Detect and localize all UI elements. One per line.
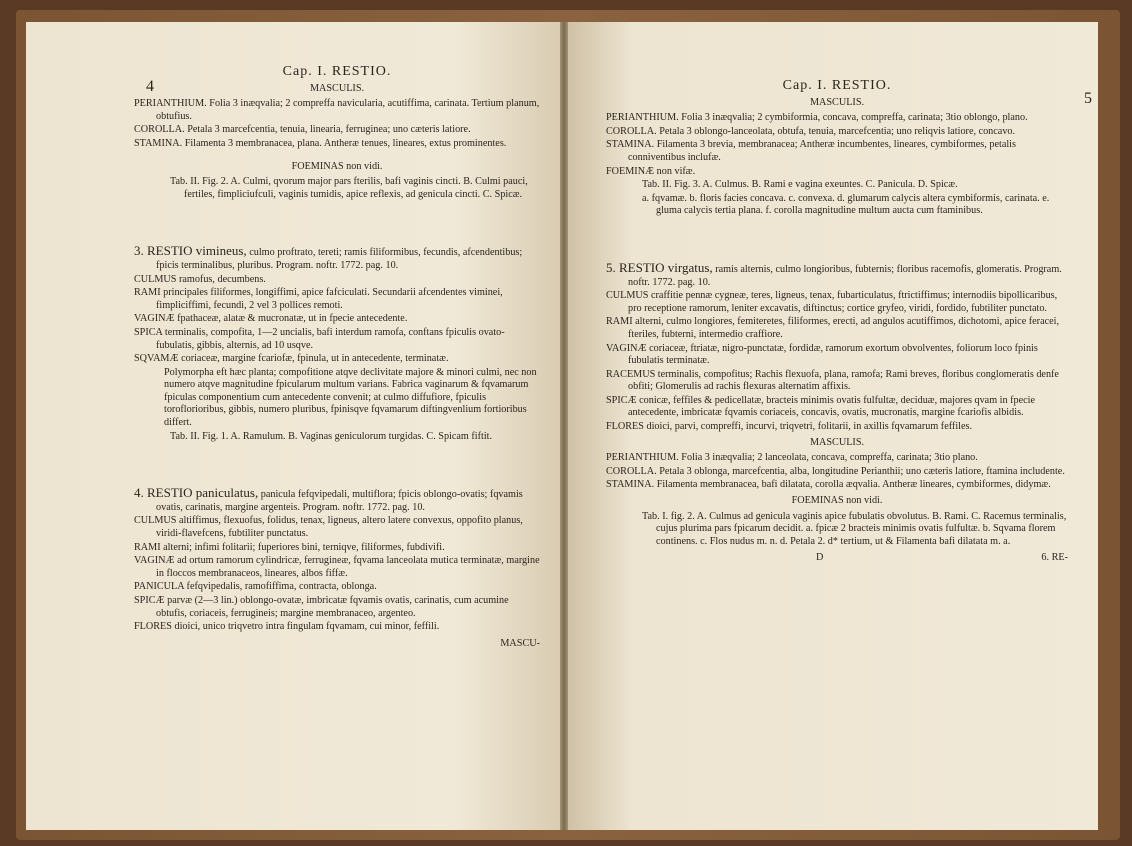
description-line: RAMI principales filiformes, longiffimi, apice fafciculati. Secundarii afcendentes viminei, fimpliciffimi, fecundi, 2 vel 3 pollices remoti.: [134, 287, 503, 311]
species-4-entry: [134, 487, 540, 514]
description-line: FLORES dioici, unico triqvetro intra fingulam fqvamam, cui minor, feffili.: [134, 621, 440, 633]
tab-figure-caption: Tab. II. Fig. 2. A. Culmi, qvorum major pars fterilis, bafi vaginis cincti. B. Culmi pauci, fertiles, fimpliciufculi, vaginis tumidis, apice reflexis, ad genicula cincti. C. Spicæ.: [170, 176, 528, 200]
description-line: VAGINÆ ad ortum ramorum cylindricæ, ferrugineæ, fqvama lanceolata mutica terminatæ, margine in floccos membranaceos, lineares, albos fiffæ.: [134, 555, 540, 579]
species-4-title: 4. RESTIO paniculatus,: [134, 485, 259, 501]
description-line: VAGINÆ coriaceæ, ftriatæ, nigro-punctatæ, fordidæ, ramorum exortum obvolventes, foliorum loco fpinis fubulatis terminatæ.: [606, 342, 1038, 367]
masculis-heading: MASCULIS.: [809, 436, 865, 448]
description-line: RAMI alterni, culmo longiores, femiteretes, filiformes, erecti, ad angulos acutiffimos, dichotomi, apice feracei, fteriles, fubterni, intermedio craffiore.: [606, 316, 1060, 340]
species-4-diagnosis: panicula fefqvipedali, multiflora; fpicis oblongo-ovatis; fqvamis ovatis, carinatis, margine argenteis. Program. noftr. 1772. pag. 10.: [156, 489, 523, 513]
right-page: [568, 22, 1098, 830]
description-line: CULMUS ramofus, decumbens.: [134, 273, 266, 285]
tab-figure-caption: Tab. II. Fig. 1. A. Ramulum. B. Vaginas geniculorum turgidas. C. Spicam fiftit.: [170, 430, 493, 442]
page-number-right: 5: [1084, 90, 1092, 107]
description-line: CULMUS craffitie pennæ cygneæ, teres, ligneus, tenax, fubarticulatus, ftrictiffimus; internodiis bipollicaribus, pro receptione ramorum, leniter excavatis, diftinctus; cortice gryfeo, viridi, fordido, fubtiliter punctato.: [606, 290, 1058, 314]
figure-legend: a. fqvamæ. b. floris facies concava. c. convexa. d. glumarum calycis altera cymbiformis, carinata. e. gluma calycis tertia plana. f. corolla magnitudine multum aucta cum ftaminibus.: [642, 192, 1050, 217]
stamina-line: STAMINA. Filamenta 3 membranacea, plana. Antheræ tenues, lineares, extus prominentes.: [134, 137, 507, 149]
corolla-line: COROLLA. Petala 3 oblongo-lanceolata, obtufa, tenuia, marcefcentia; uno reliqvis latiore, concavo.: [606, 125, 1016, 137]
running-head-left: Cap. I. RESTIO.: [282, 64, 392, 79]
stamina-line: STAMINA. Filamenta membranacea, bafi dilatata, corolla æqvalia. Antheræ lineares, cymbiformes, didymæ.: [606, 479, 1051, 491]
description-line: SPICÆ parvæ (2—3 lin.) oblongo-ovatæ, imbricatæ fqvamis ovatis, carinatis, cum acumine obtufis, coriaceis, ferrugineis; margine membranaceo, argenteo.: [134, 595, 509, 619]
description-line: PANICULA fefqvipedalis, ramofiffima, contracta, oblonga.: [134, 581, 377, 593]
description-line: FLORES dioici, parvi, compreffi, incurvi, triqvetri, folitarii, in axillis fqvamarum feffiles.: [606, 421, 973, 433]
tab-figure-caption: Tab. II. Fig. 3. A. Culmus. B. Rami e vagina exeuntes. C. Panicula. D. Spicæ.: [642, 179, 958, 191]
left-page: [26, 22, 560, 830]
stamina-line: STAMINA. Filamenta 3 brevia, membranacea; Antheræ incumbentes, lineares, cymbiformes, petalis conniventibus inclufæ.: [606, 139, 1016, 163]
masculis-heading: MASCULIS.: [309, 82, 365, 94]
species-5-title: 5. RESTIO virgatus,: [606, 259, 713, 275]
signature-mark: D: [816, 552, 824, 564]
page-number-left: 4: [146, 78, 154, 95]
species-3-entry: [134, 245, 540, 272]
perianthium-line: PERIANTHIUM. Folia 3 inæqvalia; 2 compreffa navicularia, acutiffima, carinata. Tertium planum, obtufius.: [134, 98, 540, 122]
species-3-remarks: Polymorpha eft hæc planta; compofitione atqve declivitate majore & minori culmi, nec non numero atqve magnitudine fpicularum multum varians. Fabrica vaginarum & fqvamarum fpiculas componentium cum antecedente convenit; at culmo diffufiore, fpiculis toroflorioribus, gibbis, numero pluribus, fpinisqve fqvamarum diftingvenlium fortioribus differt.: [164, 366, 537, 429]
description-line: SPICA terminalis, compofita, 1—2 uncialis, bafi interdum ramofa, conftans fpiculis ovato-fubulatis, gibbis, alternis, ad 10 usqve.: [134, 326, 505, 351]
running-head-right: Cap. I. RESTIO.: [782, 78, 892, 93]
species-3-title: 3. RESTIO vimineus,: [134, 243, 247, 259]
corolla-line: COROLLA. Petala 3 marcefcentia, tenuia, linearia, ferruginea; uno cæteris latiore.: [134, 124, 471, 136]
species-5-diagnosis: ramis alternis, culmo longioribus, fubternis; floribus racemofis, glomeratis. Program. noftr. 1772. pag. 10.: [628, 263, 1062, 288]
description-line: VAGINÆ fpathaceæ, alatæ & mucronatæ, ut in fpecie antecedente.: [134, 313, 408, 325]
species-3-diagnosis: culmo proftrato, tereti; ramis filiformibus, fecundis, afcendentibus; fpicis terminalibus, pluribus. Program. noftr. 1772. pag. 10.: [156, 247, 523, 271]
description-line: RACEMUS terminalis, compofitus; Rachis flexuofa, plana, ramofa; Rami breves, floribus conglomeratis denfe obfiti; Glomerulis ad rachis flexuras alternatim affixis.: [606, 368, 1059, 393]
catchword-left: MASCU-: [500, 637, 540, 649]
tab-figure-caption: Tab. I. fig. 2. A. Culmus ad genicula vaginis apice fubulatis obvolutus. B. Rami. C. Racemus terminalis, cujus plurima pars fpicarum decidit. a. fpicæ 2 bracteis minimis ovatis fulfultæ. b. Sqvama florem continens. c. Flos nudus m. n. d. Petala 2. d* tertium, ut & Filamenta bafi dilatata m. a.: [642, 510, 1067, 547]
species-5-entry: [606, 259, 1068, 289]
foeminas-heading: FOEMINAS non vidi.: [291, 160, 383, 172]
perianthium-line: PERIANTHIUM. Folia 3 inæqvalia; 2 cymbiformia, concava, compreffa, carinata; 3tio oblongo, plano.: [606, 112, 1028, 124]
catchword-right: 6. RE-: [1041, 552, 1068, 564]
masculis-heading: MASCULIS.: [809, 96, 865, 108]
perianthium-line: PERIANTHIUM. Folia 3 inæqvalia; 2 lanceolata, concava, compreffa, carinata; 3tio plano.: [606, 452, 978, 464]
description-line: CULMUS altiffimus, flexuofus, folidus, tenax, ligneus, altero latere convexus, oppofito planus, viridi-flavefcens, fubtiliter punctatus.: [134, 515, 523, 540]
foeminas-heading: FOEMINAS non vidi.: [791, 495, 883, 507]
corolla-line: COROLLA. Petala 3 oblonga, marcefcentia, alba, longitudine Perianthii; uno cæteris latiore, ftamina includente.: [606, 465, 1065, 477]
description-line: SQVAMÆ coriaceæ, margine fcariofæ, fpinula, ut in antecedente, terminatæ.: [134, 353, 449, 365]
description-line: RAMI alterni; infimi folitarii; fuperiores bini, terniqve, filiformes, fubdivifi.: [134, 541, 445, 553]
description-line: SPICÆ conicæ, feffiles & pedicellatæ, bracteis minimis ovatis fulfultæ, deciduæ, majores qvam in fpecie antecedente, imbricatæ fqvamis coriaceis, concavis, ovatis, mucronatis, margine fcariofis albidis.: [606, 394, 1036, 419]
foeminae-line: FOEMINÆ non vifæ.: [606, 165, 696, 177]
